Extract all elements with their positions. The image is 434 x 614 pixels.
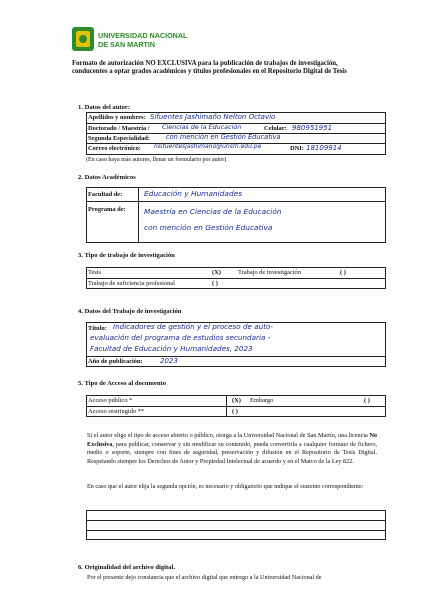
dni-label: DNI: bbox=[290, 144, 304, 152]
trabajo-investigacion-label: Trabajo de investigación bbox=[238, 269, 301, 276]
acceso-restringido-checkbox[interactable]: ( ) bbox=[232, 408, 238, 415]
justification-paragraph: En caso que el autor elija la segunda opción, es necesario y obligatorio que indique el sustento correspondiente: bbox=[87, 483, 364, 490]
row-divider bbox=[86, 201, 386, 202]
tesis-checkbox[interactable]: (X) bbox=[212, 269, 221, 276]
segunda-especialidad-field[interactable]: con mención en Gestión Educativa bbox=[166, 134, 281, 141]
programa-label: Programa de: bbox=[88, 206, 126, 213]
author-note: (En caso haya más autores, llenar un formulario por autor) bbox=[86, 157, 227, 163]
doctorado-field[interactable]: Ciencias de la Educación bbox=[162, 124, 242, 131]
titulo-field-line1[interactable]: Indicadores de gestión y el proceso de auto- bbox=[113, 323, 274, 331]
anio-field[interactable]: 2023 bbox=[160, 357, 178, 365]
row-divider bbox=[86, 406, 386, 407]
correo-field[interactable]: nsifuentesjashimano@unsm.edu.pe bbox=[154, 144, 262, 150]
celular-label: Celular: bbox=[264, 124, 287, 132]
university-name-line1: UNIVERSIDAD NACIONAL bbox=[98, 31, 188, 40]
trabajo-investigacion-checkbox[interactable]: ( ) bbox=[340, 269, 346, 276]
titulo-field-line3[interactable]: Facultad de Educación y Humanidades, 2023 bbox=[90, 345, 253, 353]
section1-heading: 1. Datos del autor: bbox=[78, 104, 131, 111]
embargo-label: Embargo bbox=[250, 397, 274, 404]
titulo-label: Título: bbox=[88, 325, 107, 332]
column-divider bbox=[138, 187, 139, 243]
section5-heading: 5. Tipo de Acceso al documento bbox=[78, 380, 167, 387]
row-divider bbox=[86, 356, 386, 357]
university-name-line2: DE SAN MARTIN bbox=[98, 40, 156, 49]
embargo-checkbox[interactable]: ( ) bbox=[364, 397, 370, 404]
section6-heading: 6. Originalidad del archivo digital. bbox=[78, 564, 175, 571]
section4-heading: 4. Datos del Trabajo de investigación bbox=[78, 308, 182, 315]
facultad-field[interactable]: Educación y Humanidades bbox=[144, 190, 243, 198]
anio-label: Año de publicación: bbox=[88, 358, 143, 365]
programa-field-line1[interactable]: Maestría en Ciencias de la Educación bbox=[144, 208, 282, 216]
apellidos-field[interactable]: Sifuentes Jashimaño Nelton Octavio bbox=[150, 113, 276, 121]
correo-label: Correo electrónico: bbox=[88, 144, 141, 152]
row-divider bbox=[86, 530, 386, 531]
section2-heading: 2. Datos Académicos bbox=[78, 174, 136, 181]
university-logo-icon bbox=[72, 27, 94, 51]
doctorado-label: Doctorado / Maestría / bbox=[88, 124, 150, 132]
suficiencia-checkbox[interactable]: ( ) bbox=[212, 280, 218, 287]
tesis-label: Tesis bbox=[88, 269, 102, 276]
acceso-restringido-label: Acceso restringido ** bbox=[88, 408, 145, 415]
document-title: Formato de autorización NO EXCLUSIVA para la publicación de trabajos de investigación, conducentes a optar grados académicos y títulos profesionales en el Repositorio Digital de Tesis bbox=[72, 60, 347, 76]
originality-paragraph: Por el presente dejo constancia que el archivo digital que entrego a la Universidad Nacional de bbox=[87, 574, 322, 581]
acceso-publico-checkbox[interactable]: (X) bbox=[232, 397, 241, 404]
celular-field[interactable]: 980951951 bbox=[292, 124, 333, 132]
segunda-especialidad-label: Segunda Especialidad: bbox=[88, 134, 150, 142]
titulo-field-line2[interactable]: evaluación del programa de estudios secundaria - bbox=[90, 334, 271, 342]
license-paragraph: Si el autor elige el tipo de acceso abierto o público, otorga a la Universidad Nacional de San Martín, una licencia No Exclusiva, para publicar, conservar y sin modificar su contenido, pueda convertirla a cualquier formato de fichero, medio o soporte, siempre con fines de seguridad, preservación y difusión en el Repositorio de Tesis Digital. Respetando siempre los Derechos de Autor y Propiedad Intelectual de acuerdo y en el Marco de la Ley 822. bbox=[87, 432, 377, 466]
row-divider bbox=[86, 278, 386, 279]
row-divider bbox=[86, 520, 386, 521]
acceso-publico-label: Acceso público * bbox=[88, 397, 133, 404]
programa-field-line2[interactable]: con mención en Gestión Educativa bbox=[144, 224, 273, 232]
justification-field[interactable] bbox=[86, 510, 386, 540]
suficiencia-label: Trabajo de suficiencia profesional bbox=[88, 280, 175, 287]
dni-field[interactable]: 18109914 bbox=[306, 144, 342, 152]
facultad-label: Facultad de: bbox=[88, 191, 123, 198]
section3-heading: 3. Tipo de trabajo de investigación bbox=[78, 252, 175, 259]
column-divider bbox=[226, 395, 227, 417]
apellidos-label: Apellidos y nombres: bbox=[88, 114, 146, 121]
